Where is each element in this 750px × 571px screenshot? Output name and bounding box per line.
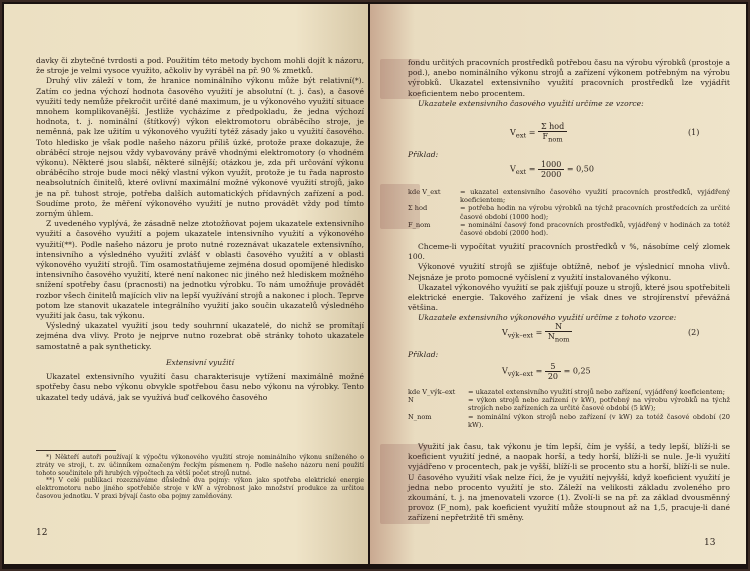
legend-desc: = ukazatel extensivního využití strojů nebo zařízení, vyjádřený koeficientem;	[468, 388, 725, 396]
eq-lhs: V	[510, 164, 516, 174]
den-sub: nom	[548, 135, 563, 144]
equation-2-example: $V_{výk-ext}$ = $\frac{5}{20}$ = 0,25	[502, 362, 591, 381]
example-label: Příklad:	[408, 150, 439, 159]
footnote: *) Někteří autoři používají k výpočtu výkonového využití stroje nominálního výkonu sníženého o ztráty ve stroji, t. zv. účinníkem označeným řeckým písmenem η. Podle našeho názoru není použití tohoto součinitele při hrubých výpočtech za větší počet strojů nutné.	[36, 454, 364, 477]
right-page	[370, 4, 746, 564]
paragraph: Ukazatel výkonového využití se pak zjišťují pouze u strojů, které jsou spotřebiteli elektrické energie. Takového zařízení je však dnes ve strojírenství převážná většina.	[408, 282, 730, 313]
legend-symbol: kde V_ext	[408, 188, 441, 196]
paragraph: Chceme-li vypočítat využití pracovních prostředků v %, násobíme celý zlomek 100.	[408, 242, 730, 262]
left-body	[36, 56, 364, 403]
paragraph: Ukazatele extensivního časového využití určíme ze vzorce:	[418, 98, 644, 108]
footnote-rule	[36, 450, 116, 451]
numerator: 5	[545, 362, 561, 372]
page-number: 13	[704, 538, 716, 548]
page-stain	[380, 184, 420, 229]
legend-desc: = nominální výkon strojů nebo zařízení (v kW) za totéž časové období (20 kW).	[468, 412, 730, 429]
right-middle	[408, 242, 730, 324]
fraction	[545, 362, 561, 381]
den-sub: nom	[554, 335, 570, 344]
paragraph: Výkonové využití strojů se zjišťuje obtížně, neboť je výslednicí mnoha vlivů. Nejsnáze je proto pomocné vyčíslení z využití instalovaného výkonu.	[408, 262, 730, 282]
legend-desc: = ukazatel extensivního časového využití pracovních prostředků, vyjádřený koeficientem;	[460, 188, 730, 205]
denominator: 2000	[540, 170, 562, 179]
legend-symbol: N	[408, 396, 414, 405]
fraction	[538, 122, 567, 144]
legend-2	[408, 388, 730, 429]
eq-lhs-sub: výk–ext	[507, 331, 534, 340]
legend-symbol: N_nom	[408, 412, 432, 421]
legend-symbol: Σ hod	[408, 204, 428, 213]
section-heading: Extensivní využití	[166, 357, 234, 367]
eq-lhs: V	[510, 127, 516, 137]
legend-row	[408, 188, 730, 204]
numerator: Σ hod	[538, 122, 567, 132]
eq-lhs: V	[502, 366, 508, 376]
eq-lhs-sub: výk–ext	[507, 370, 534, 379]
legend-row	[408, 221, 730, 237]
left-page	[4, 4, 368, 564]
eq-lhs-sub: ext	[515, 131, 527, 140]
paragraph: Využití jak času, tak výkonu je tím lepší, čím je vyšší, a tedy lepší, blíží-li se koeficient využití jedné, a naopak horší, a tedy horší, blíží-li se nule. Je-li využití vyjádřeno v procentech, pak je vyšší, blíží-li se procento stu a horší, blíží-li se nule. U časového využití však nelze říci, že je využití nejvyšší, když koeficient využití je jedna nebo procento využití je sto. Záleží na velikosti základu zvoleného pro zkoumání, t. j. na jmenovateli vzorce (1). Zvolí-li se na př. za základ dvousměnný provoz (F_nom), pak koeficient využití může stoupnout až na 1,5, pracuje-li dané zařízení nepřetržitě tři směny.	[408, 442, 730, 523]
fraction	[538, 160, 564, 179]
numerator: 1000	[538, 160, 564, 170]
eq-lhs-sub: ext	[515, 168, 527, 177]
den-symbol: F	[542, 132, 549, 141]
equation-label: (2)	[688, 328, 700, 337]
den-symbol: N	[547, 332, 555, 341]
page-stain	[380, 59, 420, 99]
legend-symbol: F_nom	[408, 220, 431, 229]
eq-result: = 0,25	[563, 366, 591, 376]
page-number: 12	[36, 528, 48, 538]
right-intro	[408, 58, 730, 109]
paragraph: davky či zbytečné tvrdosti a pod. Použitím této metody bychom mohli dojít k názoru, že stroje je velmi vysoce využito, ačkoliv by vyráběl na př. 90 % zmetků.	[36, 56, 364, 76]
equation-1-example: $V_{ext}$ = $\frac{1000}{2000}$ = 0,50	[510, 160, 594, 179]
paragraph: Výsledný ukazatel využití jsou tedy souhrnní ukazatelé, do nichž se promítají zejména dva vlivy. Proto je nejprve nutno rozebrat obě stránky tohoto ukazatele samostatně a pak syntheticky.	[36, 321, 364, 351]
page-stain	[380, 444, 430, 524]
footnotes	[36, 454, 364, 501]
numerator: N	[545, 322, 573, 332]
right-bottom	[408, 442, 730, 524]
paragraph: fondu určitých pracovních prostředků potřebou času na výrobu výrobků (prostoje a pod.), anebo nominálního výkonu strojů a zařízení výkonem potřebným na výrobu výrobků. Ukazatel extensivního využití pracovních prostředků lze vyjádřit koeficientem nebo procentem.	[408, 58, 730, 98]
paragraph: Druhý vliv záleží v tom, že hranice nominálního výkonu může být relativní(*). Zatím co jedna výchozí hodnota časového využití je absolutní (t. j. čas), a časové využití tedy nemůže překročit určité dané maximum, je u výkonového využití situace mnohem komplikovanější. Jestliže vycházíme z předpokladu, že jedna výchozí hodnota, t. j. nominální (štítkový) výkon elektromotoru obráběcího stroje, je neměnná, pak lze užitím u výkonového využití tytéž zásady jako u využití časového. Toto hledisko je však podle našeho názoru příliš úzké, protože praxe dokazuje, že obráběcí stroje nejsou vždy vybavovány právě vhodnými elektromotory (o vhodném výkonu). Některé jsou slabší, některé silnější; otázkou je, zda při určování výkonu obráběcího stroje bude moci něký vlastní výkon využít, protože je tu řada naprosto neabsolutních činitelů, které ovlivní maximální možné výkonové využití strojů, jako je na př. tuhost stroje, potřeba dalších automatických přídavných zařízení a pod. Soudíme proto, že měření výkonového využití je nutno provádět vždy pod tímto zorným úhlem.	[36, 76, 364, 219]
denominator: 20	[547, 372, 559, 381]
footnote: **) V celé publikaci rozeznáváme důsledně dva pojmy: výkon jako spotřeba elektrické energie elektromotoru nebo jiného spotřebiče stroje v kW a výrobnost jako množství produkce za určitou časovou jednotku. V praxi bývají často oba pojmy zaměňovány.	[36, 477, 364, 500]
book-spread	[2, 2, 748, 569]
legend-row	[408, 204, 730, 220]
legend-desc: = nominální časový fond pracovních prostředků, vyjádřený v hodinách za totéž časové období (2000 hod).	[460, 220, 730, 238]
legend-row	[408, 396, 730, 412]
denominator	[545, 332, 573, 344]
paragraph: Ukazatel extensivního využití času charakterisuje vytížení maximálně možné spotřeby času nebo výkonu obvykle spotřebou času nebo výkonu na výrobky. Tento ukazatel tedy udává, jak se využívá buď celkového časového	[36, 372, 364, 402]
denominator	[538, 132, 567, 144]
legend-symbol: kde V_výk–ext	[408, 388, 456, 396]
equation-label: (1)	[688, 128, 700, 137]
equation-2: $V_{výk-ext}$ = $\frac{N}{N_{nom}}$	[502, 322, 572, 344]
legend-row	[408, 413, 730, 429]
legend-row	[408, 388, 730, 396]
paragraph: Z uvedeného vyplývá, že zásadně nelze ztotožňovat pojem ukazatele extensivního využití a časového využití a pojem ukazatele intensivního využití a výkonového využití(**). Podle našeho názoru je proto nutné rozeznávat ukazatele extensivního, intensivního a výsledného využití zvlášť v oblasti časového využití a v oblasti výkonového využití strojů. Tím osamostatňujeme zejména dosud opomíjené hledisko intensivního časového využití, které není nakonec nic jiného než hlediskem možného snížení spotřeby času (pracnosti) na jednotku výrobku. To nám umožňuje provádět rozbor všech činitelů majících vliv na lepší využívání strojů a nakonec i ploch. Teprve potom lze stanovit ukazatele integrálního využití jako součin ukazatelů výsledného využití jak času, tak výkonu.	[36, 219, 364, 321]
legend-desc: = výkon strojů nebo zařízení (v kW), potřebný na výrobu výrobků na týchž strojích nebo zařízeních za určité časové období (5 kW);	[468, 396, 730, 413]
example-label: Příklad:	[408, 350, 439, 359]
paragraph: Ukazatele extensivního výkonového využití určíme z tohoto vzorce:	[418, 313, 677, 323]
fraction	[545, 322, 573, 344]
eq-result: = 0,50	[566, 164, 594, 174]
equation-1: $V_{ext}$ = $\frac{\text{Σ hod}}{F_{nom}}$	[510, 122, 567, 144]
eq-lhs: V	[502, 327, 508, 337]
legend-1	[408, 188, 730, 237]
legend-desc: = potřeba hodin na výrobu výrobků na týchž pracovních prostředcích za určité časové období (1000 hod);	[460, 204, 730, 221]
